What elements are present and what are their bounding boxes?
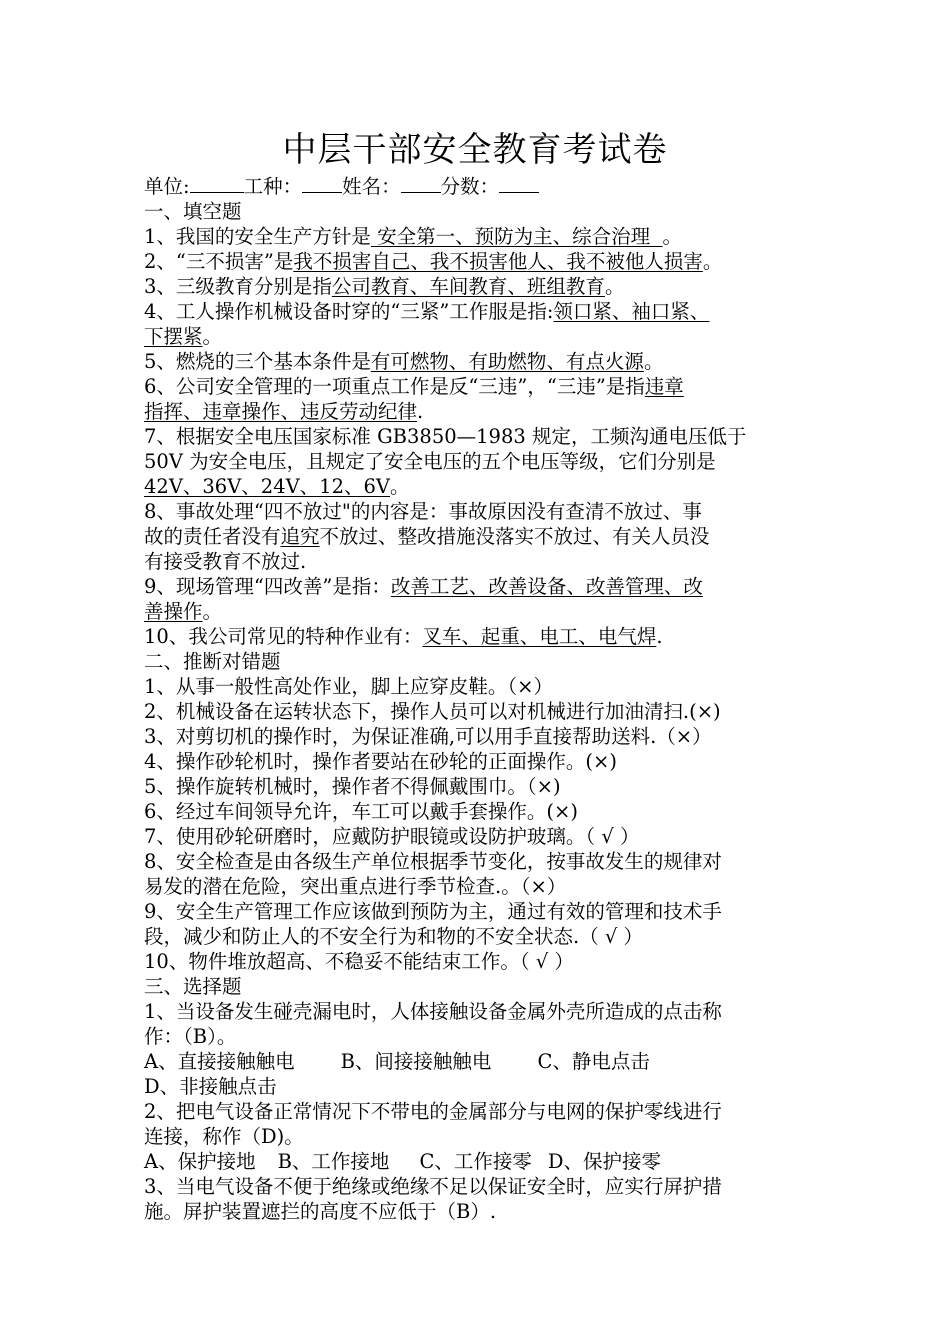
section-heading: 三、选择题 — [144, 975, 242, 998]
answer-text: 违章 — [644, 375, 684, 398]
section-heading: 二、推断对错题 — [144, 650, 281, 673]
question-text: 。 — [202, 325, 223, 348]
question-text: 。 — [202, 600, 223, 623]
question-text: 9、现场管理“四改善”是指： — [144, 575, 391, 598]
question-text: 。 — [702, 250, 723, 273]
question-text: 。 — [390, 475, 410, 498]
answer-text: 领口紧、袖口紧、 — [553, 300, 710, 323]
exam-body — [144, 174, 834, 1224]
question-text: 2、“三不损害”是 — [144, 250, 294, 273]
option-c: C、静电点击 — [537, 1050, 650, 1073]
judge-question: 2、机械设备在运转状态下，操作人员可以对机械进行加油清扫.(×) — [144, 700, 721, 723]
answer-text: 有可燃物、有助燃物、有点火源 — [370, 350, 644, 373]
fill-question-7: 7、根据安全电压国家标准 GB3850—1983 规定，工频沟通电压低于 — [144, 425, 747, 448]
answer-text: 指挥、违章操作、违反劳动纪律 — [144, 400, 418, 423]
question-text: 。 — [604, 275, 625, 298]
answer-text: 善操作 — [144, 600, 203, 623]
choice-options-2 — [144, 1149, 834, 1174]
question-text: 10、我公司常见的特种作业有： — [144, 625, 423, 648]
section-heading: 一、填空题 — [144, 200, 242, 223]
answer-text: 叉车、起重、电工、电气焊 — [422, 625, 657, 648]
question-text: 不放过、整改措施没落实不放过、有关人员没 — [319, 525, 710, 548]
question-text: 5、燃烧的三个基本条件是 — [144, 350, 371, 373]
score-label: 分数： — [440, 175, 500, 198]
fill-question-5 — [144, 349, 834, 374]
question-text: 4、工人操作机械设备时穿的“三紧”工作服是指: — [144, 300, 554, 323]
answer-text: 改善工艺、改善设备、改善管理、改 — [390, 575, 703, 598]
job-blank[interactable] — [302, 174, 342, 193]
fill-question-3 — [144, 274, 834, 299]
judge-question: 5、操作旋转机械时，操作者不得佩戴围巾。（×) — [144, 775, 561, 798]
name-blank[interactable] — [401, 174, 441, 193]
judge-question-cont: 易发的潜在危险，突出重点进行季节检查.。（×） — [144, 875, 567, 898]
choice-question-1: 1、当设备发生碰壳漏电时，人体接触设备金属外壳所造成的点击称 — [144, 1000, 722, 1023]
option-a: A、保护接地 — [144, 1150, 256, 1173]
choice-question-2: 2、把电气设备正常情况下不带电的金属部分与电网的保护零线进行 — [144, 1100, 722, 1123]
question-text: 故的责任者没有 — [144, 525, 281, 548]
header-fields — [144, 174, 834, 199]
judge-question: 1、从事一般性高处作业，脚上应穿皮鞋。（×） — [144, 675, 553, 698]
fill-question-4 — [144, 299, 834, 324]
fill-question-4-cont — [144, 324, 834, 349]
choice-question-1-cont: 作：（B）。 — [144, 1025, 237, 1048]
judge-question: 6、经过车间领导允许，车工可以戴手套操作。(×) — [144, 800, 578, 823]
option-d: D、非接触点击 — [144, 1075, 277, 1098]
score-blank[interactable] — [499, 174, 539, 193]
choice-question-3: 3、当电气设备不便于绝缘或绝缘不足以保证安全时，应实行屏护措 — [144, 1175, 722, 1198]
judge-question: 10、物件堆放超高、不稳妥不能结束工作。（ √ ） — [144, 950, 574, 973]
question-text: 。 — [662, 225, 683, 248]
choice-question-2-cont: 连接，称作（D)。 — [144, 1125, 304, 1148]
answer-text: 我不损害自己、我不损害他人、我不被他人损害 — [293, 250, 703, 273]
question-text: . — [417, 400, 424, 423]
choice-question-3-cont: 施。屏护装置遮拦的高度不应低于（B）. — [144, 1200, 497, 1223]
job-label: 工种： — [243, 175, 303, 198]
judge-question: 7、使用砂轮研磨时，应戴防护眼镜或设防护玻璃。（ √ ） — [144, 825, 640, 848]
unit-blank[interactable] — [190, 174, 244, 193]
fill-question-9 — [144, 574, 834, 599]
fill-question-10 — [144, 624, 834, 649]
fill-question-7-answer — [144, 474, 834, 499]
judge-question: 4、操作砂轮机时，操作者要站在砂轮的正面操作。(×) — [144, 750, 617, 773]
option-b: B、间接接触触电 — [340, 1050, 492, 1073]
page-title: 中层干部安全教育考试卷 — [282, 130, 668, 170]
answer-text: 下摆紧 — [144, 325, 203, 348]
option-d: D、保护接零 — [547, 1150, 661, 1173]
question-text: 1、我国的安全生产方针是 — [144, 225, 371, 248]
option-c: C、工作接零 — [419, 1150, 532, 1173]
fill-question-1 — [144, 224, 834, 249]
answer-text: 42V、36V、24V、12、6V — [144, 475, 390, 498]
answer-text: 追究 — [280, 525, 320, 548]
judge-question: 9、安全生产管理工作应该做到预防为主，通过有效的管理和技术手 — [144, 900, 722, 923]
question-text: 3、三级教育分别是指 — [144, 275, 332, 298]
question-text: 。 — [643, 350, 664, 373]
fill-question-8-cont — [144, 524, 834, 549]
fill-question-6 — [144, 374, 834, 399]
fill-question-9-cont — [144, 599, 834, 624]
unit-label: 单位: — [144, 175, 190, 198]
judge-question-cont: 段，减少和防止人的不安全行为和物的不安全状态.（ √ ） — [144, 925, 644, 948]
choice-options-1-cont — [144, 1074, 834, 1099]
fill-question-7-cont: 50V 为安全电压，且规定了安全电压的五个电压等级，它们分别是 — [144, 450, 716, 473]
answer-text: 安全第一、预防为主、综合治理 — [370, 225, 663, 248]
choice-options-1 — [144, 1049, 834, 1074]
fill-question-6-cont — [144, 399, 834, 424]
fill-question-2 — [144, 249, 834, 274]
judge-question: 8、安全检查是由各级生产单位根据季节变化，按事故发生的规律对 — [144, 850, 722, 873]
fill-question-8: 8、事故处理“四不放过"的内容是：事故原因没有查清不放过、事 — [144, 500, 702, 523]
name-label: 姓名： — [342, 175, 401, 198]
question-text: 6、公司安全管理的一项重点工作是反“三违”，“三违”是指 — [144, 375, 645, 398]
option-a: A、直接接触触电 — [144, 1050, 295, 1073]
question-text: . — [656, 625, 663, 648]
fill-question-8-end: 有接受教育不放过. — [144, 550, 307, 573]
answer-text: 公司教育、车间教育、班组教育 — [331, 275, 605, 298]
judge-question: 3、对剪切机的操作时，为保证准确,可以用手直接帮助送料.（×） — [144, 725, 712, 748]
option-b: B、工作接地 — [277, 1150, 390, 1173]
